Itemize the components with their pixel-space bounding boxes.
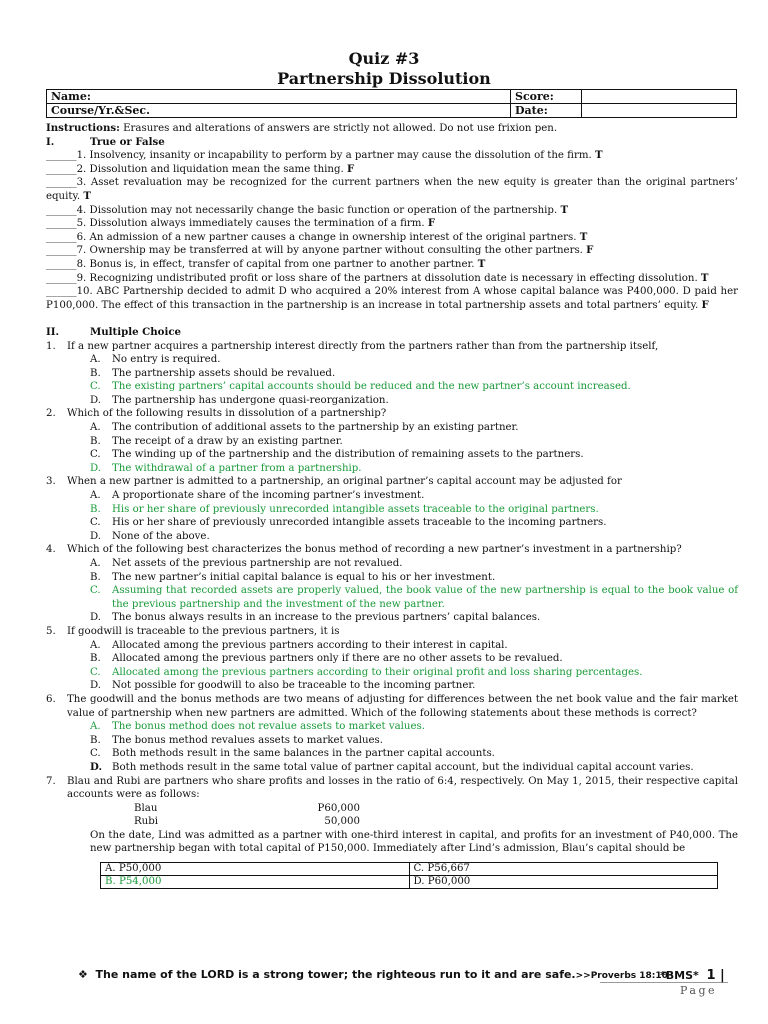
- choice-letter: C.: [90, 517, 101, 529]
- choice-option[interactable]: [46, 584, 738, 611]
- answer-choice-cell[interactable]: C. P56,667: [409, 863, 718, 876]
- partner-capital: P60,000: [317, 802, 360, 814]
- mc-question: [46, 543, 738, 557]
- question-text: If a new partner acquires a partnership interest directly from the partners rather than from the partnership itself,: [67, 340, 659, 352]
- choice-text: Allocated among the previous partners according to their interest in capital.: [112, 639, 508, 651]
- choice-text: His or her share of previously unrecorded intangible assets traceable to the incoming partners.: [112, 517, 607, 529]
- tf-answer: T: [594, 149, 603, 162]
- choice-option[interactable]: [46, 557, 738, 571]
- choice-letter: C.: [90, 748, 101, 760]
- mc-question: [46, 775, 738, 802]
- choice-text: The receipt of a draw by an existing partner.: [112, 435, 343, 447]
- capital-row: [46, 815, 738, 829]
- choice-text: The winding up of the partnership and the distribution of remaining assets to the partners.: [112, 449, 584, 461]
- page-number: 1 |: [706, 968, 725, 983]
- tf-statement: 1. Insolvency, insanity or incapability to perform by a partner may cause the dissolution of the firm.: [76, 150, 595, 162]
- tf-item: [46, 231, 738, 245]
- answer-choice-cell[interactable]: D. P60,000: [409, 876, 718, 889]
- tf-answer: T: [83, 189, 91, 202]
- choice-option[interactable]: [46, 679, 738, 693]
- page-word: Page: [680, 984, 718, 997]
- answer-blank[interactable]: ______: [46, 272, 77, 284]
- answer-choices-table: [100, 862, 718, 889]
- answer-blank[interactable]: ______: [46, 258, 77, 270]
- choice-option[interactable]: [46, 611, 738, 625]
- choice-letter: D.: [90, 760, 103, 773]
- section-gap: [46, 312, 738, 326]
- tf-statement: 7. Ownership may be transferred at will by anyone partner without consulting the other partners.: [76, 245, 587, 257]
- choice-text: The existing partners’ capital accounts should be reduced and the new partner’s account increased.: [112, 381, 631, 393]
- choice-letter: B.: [90, 435, 101, 447]
- choice-text: Allocated among the previous partners only if there are no other assets to be revalued.: [112, 653, 563, 665]
- choice-option[interactable]: [46, 367, 738, 381]
- question-number: 5.: [46, 625, 56, 637]
- tf-item: [46, 149, 738, 163]
- mc-question: [46, 407, 738, 421]
- verse-reference: >>Proverbs 18:10: [575, 971, 668, 981]
- question-number: 1.: [46, 340, 56, 352]
- choice-letter: C.: [90, 666, 101, 678]
- choice-text: The new partner’s initial capital balance is equal to his or her investment.: [112, 571, 496, 583]
- question-text: If goodwill is traceable to the previous partners, it is: [67, 625, 340, 637]
- choice-option[interactable]: [46, 380, 738, 394]
- choice-letter: A.: [90, 721, 101, 733]
- mc-question: [46, 693, 738, 720]
- choice-letter: D.: [90, 680, 102, 692]
- question-continuation: On the date, Lind was admitted as a partner with one-third interest in capital, and profits for an investment of P40,000. The new partnership began with total capital of P150,000. Immediately after Lind’s admission, Blau’s capital should be: [90, 829, 738, 855]
- question-text: Which of the following best characterizes the bonus method of recording a new partner’s investment in a partnership?: [67, 544, 682, 556]
- tf-item: [46, 285, 738, 312]
- tf-statement: 8. Bonus is, in effect, transfer of capital from one partner to another partner.: [76, 258, 478, 270]
- tf-item: [46, 163, 738, 177]
- choice-letter: D.: [90, 530, 102, 542]
- quiz-subtitle: Partnership Dissolution: [277, 69, 491, 88]
- choice-letter: B.: [90, 653, 101, 665]
- question-text: Which of the following results in dissolution of a partnership?: [67, 408, 387, 420]
- tf-item: [46, 272, 738, 286]
- choice-option[interactable]: [46, 652, 738, 666]
- capital-row: [46, 802, 738, 816]
- true-false-list: [46, 149, 738, 312]
- choice-text: No entry is required.: [112, 354, 221, 366]
- answer-blank[interactable]: ______: [46, 231, 77, 243]
- choice-text: The bonus method revalues assets to market values.: [112, 734, 384, 746]
- answer-blank[interactable]: ______: [46, 218, 77, 230]
- diamond-bullet-icon: ❖: [78, 968, 88, 981]
- choice-letter: D.: [90, 394, 102, 406]
- answer-choice-cell[interactable]: A. P50,000: [101, 863, 410, 876]
- choice-letter: A.: [90, 558, 101, 569]
- choice-letter: A.: [90, 422, 101, 434]
- choice-letter: A.: [90, 354, 101, 366]
- tf-statement: 6. An admission of a new partner causes a change in ownership interest of the original partners.: [76, 231, 580, 243]
- choice-option[interactable]: [46, 516, 738, 530]
- instructions-label: Instructions:: [46, 122, 120, 134]
- tf-statement: 9. Recognizing undistributed profit or loss share of the partners at dissolution date is necessary in effecting dissolution.: [76, 272, 701, 284]
- part2-title: Multiple Choice: [90, 325, 182, 338]
- answer-blank[interactable]: ______: [46, 204, 77, 216]
- choice-text: Not possible for goodwill to also be traceable to the incoming partner.: [112, 680, 476, 692]
- choice-text: Allocated among the previous partners according to their original profit and loss sharing percentages.: [112, 666, 643, 678]
- choice-option[interactable]: [46, 394, 738, 408]
- choice-text: None of the above.: [112, 530, 210, 542]
- choice-letter: A.: [90, 639, 101, 651]
- choice-text: A proportionate share of the incoming partner’s investment.: [112, 490, 425, 502]
- choice-letter: D.: [90, 612, 102, 624]
- choice-letter: B.: [90, 367, 101, 379]
- part2-number: II.: [46, 325, 60, 338]
- question-number: 7.: [46, 775, 56, 787]
- footer-page-tag: [660, 968, 725, 983]
- choice-text: The withdrawal of a partner from a partnership.: [112, 462, 362, 474]
- choice-text: Assuming that recorded assets are properly valued, the book value of the new partnership is equal to the book value of the previous partnership and the investment of the new partner.: [112, 585, 738, 610]
- choice-option[interactable]: [46, 761, 738, 775]
- partner-name: Rubi: [134, 816, 159, 828]
- tf-item: [46, 204, 738, 218]
- choice-option[interactable]: [46, 435, 738, 449]
- choice-text: Net assets of the previous partnership are not revalued.: [112, 558, 403, 569]
- tf-item: [46, 217, 738, 231]
- choice-text: The partnership has undergone quasi-reorganization.: [112, 394, 389, 406]
- score-label: Score:: [511, 90, 582, 104]
- answer-blank[interactable]: ______: [46, 150, 77, 162]
- choice-text: The contribution of additional assets to the partnership by an existing partner.: [112, 422, 519, 434]
- question-number: 3.: [46, 476, 56, 488]
- date-field: [582, 104, 737, 118]
- answer-blank[interactable]: ______: [46, 245, 77, 257]
- footer-verse: [78, 968, 668, 981]
- answer-blank[interactable]: ______: [46, 286, 77, 298]
- choice-letter: B.: [90, 734, 101, 746]
- question-text: The goodwill and the bonus methods are two means of adjusting for differences between the net book value and the fair market value of partnership when new partners are admitted. Which of the following statements about these methods is correct?: [67, 693, 738, 719]
- date-label: Date:: [511, 104, 582, 118]
- quiz-title: Quiz #3: [348, 49, 420, 68]
- tf-statement: 2. Dissolution and liquidation mean the same thing.: [76, 163, 347, 175]
- question-number: 4.: [46, 544, 56, 556]
- name-label: Name:: [47, 90, 511, 104]
- choice-text: The bonus always results in an increase to the previous partners’ capital balances.: [112, 612, 541, 624]
- instructions-text: Erasures and alterations of answers are strictly not allowed. Do not use frixion pen.: [119, 123, 558, 134]
- instructions: [46, 122, 738, 136]
- choice-text: The bonus method does not revalue assets to market values.: [112, 721, 425, 733]
- multiple-choice-list: [46, 340, 738, 890]
- choice-text: Both methods result in the same total value of partner capital account, but the individual capital account varies.: [112, 761, 694, 773]
- tf-answer: T: [477, 257, 486, 270]
- author-tag: *BMS*: [660, 969, 699, 982]
- tf-item: [46, 258, 738, 272]
- choice-option[interactable]: [46, 571, 738, 585]
- choice-option[interactable]: [46, 462, 738, 476]
- answer-blank[interactable]: ______: [46, 177, 77, 189]
- choice-letter: B.: [90, 503, 101, 515]
- choice-option[interactable]: [46, 421, 738, 435]
- tf-statement: 3. Asset revaluation may be recognized for the current partners when the new equity is greater than the original partners’ equity.: [46, 177, 738, 202]
- choice-option[interactable]: [46, 666, 738, 680]
- choice-text: The partnership assets should be revalued.: [112, 367, 336, 379]
- choice-text: Both methods result in the same balances in the partner capital accounts.: [112, 748, 495, 760]
- verse-text: The name of the LORD is a strong tower; the righteous run to it and are safe.: [95, 968, 576, 981]
- mc-question: [46, 475, 738, 489]
- choice-option[interactable]: [46, 720, 738, 734]
- part1-heading: [46, 136, 738, 150]
- choice-letter: C.: [90, 381, 101, 393]
- tf-item: [46, 176, 738, 203]
- partner-name: Blau: [134, 802, 158, 814]
- tf-answer: F: [586, 244, 594, 257]
- choice-letter: C.: [90, 449, 101, 461]
- answer-choice-cell[interactable]: B. P54,000: [101, 876, 410, 889]
- tf-answer: F: [346, 162, 355, 175]
- tf-answer: T: [700, 271, 709, 284]
- tf-answer: F: [427, 217, 436, 230]
- choice-letter: A.: [90, 490, 101, 502]
- score-field: [582, 90, 737, 104]
- tf-statement: 10. ABC Partnership decided to admit D who acquired a 20% interest from A whose capital balance was P400,000. D paid her P100,000. The effect of this transaction in the partnership is an increase in total partnership assets and total partners’ equity.: [46, 286, 738, 311]
- choice-letter: D.: [90, 462, 102, 474]
- tf-answer: T: [560, 203, 569, 216]
- question-number: 2.: [46, 408, 56, 420]
- choice-option[interactable]: [46, 503, 738, 517]
- question-text: Blau and Rubi are partners who share profits and losses in the ratio of 6:4, respectively. On May 1, 2015, their respective capital accounts were as follows:: [67, 775, 738, 801]
- part1-title: True or False: [90, 135, 165, 148]
- choice-option[interactable]: [46, 639, 738, 653]
- mc-question: [46, 625, 738, 639]
- choice-option[interactable]: [46, 353, 738, 367]
- partner-capital: 50,000: [324, 816, 360, 828]
- choice-option[interactable]: [46, 734, 738, 748]
- choice-option[interactable]: [46, 530, 738, 544]
- choice-option[interactable]: [46, 448, 738, 462]
- choice-letter: C.: [90, 585, 101, 597]
- tf-statement: 4. Dissolution may not necessarily change the basic function or operation of the partnership.: [76, 204, 561, 216]
- quiz-body: [46, 122, 738, 889]
- student-info-table: [46, 89, 737, 118]
- mc-question: [46, 340, 738, 354]
- course-label: Course/Yr.&Sec.: [47, 104, 511, 118]
- choice-option[interactable]: [46, 747, 738, 761]
- choice-text: His or her share of previously unrecorded intangible assets traceable to the original partners.: [112, 503, 599, 515]
- part1-number: I.: [46, 135, 55, 148]
- tf-statement: 5. Dissolution always immediately causes the termination of a firm.: [76, 218, 428, 230]
- part2-heading: [46, 326, 738, 340]
- tf-answer: T: [579, 230, 588, 243]
- choice-option[interactable]: [46, 489, 738, 503]
- question-text: When a new partner is admitted to a partnership, an original partner’s capital account may be adjusted for: [67, 476, 622, 488]
- answer-blank[interactable]: ______: [46, 163, 77, 175]
- question-number: 6.: [46, 693, 56, 705]
- tf-answer: F: [701, 298, 709, 311]
- tf-item: [46, 244, 738, 258]
- choice-letter: B.: [90, 571, 101, 583]
